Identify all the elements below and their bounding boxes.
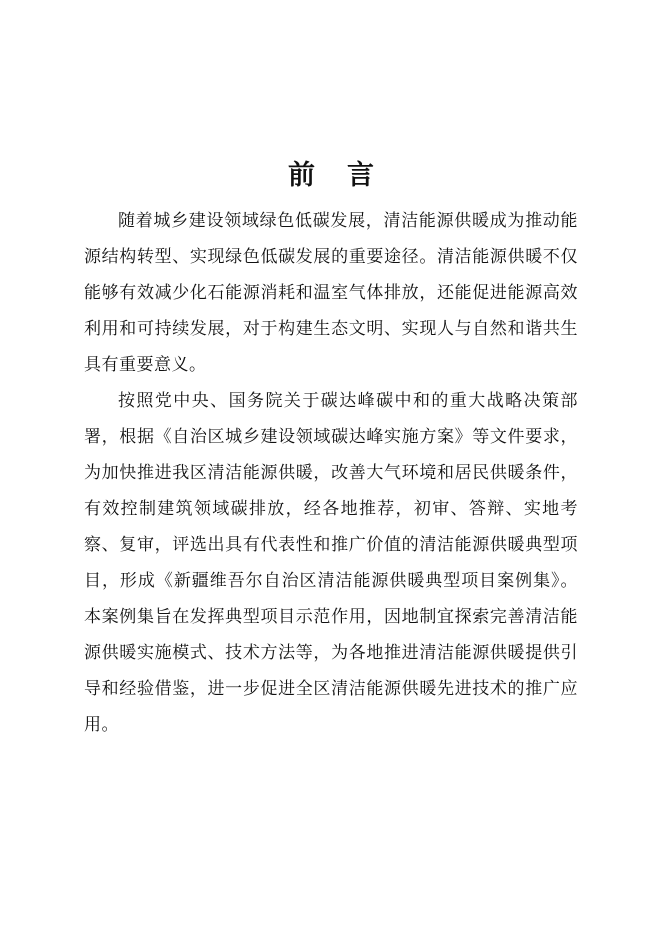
preface-body (84, 203, 578, 743)
paragraph-1: 随着城乡建设领域绿色低碳发展，清洁能源供暖成为推动能源结构转型、实现绿色低碳发展的重要途径。清洁能源供暖不仅能够有效减少化石能源消耗和温室气体排放，还能促进能源高效利用和可持续发展，对于构建生态文明、实现人与自然和谐共生具有重要意义。 (84, 211, 578, 375)
paragraph-2: 按照党中央、国务院关于碳达峰碳中和的重大战略决策部署，根据《自治区城乡建设领域碳达峰实施方案》等文件要求，为加快推进我区清洁能源供暖，改善大气环境和居民供暖条件，有效控制建筑领域碳排放，经各地推荐，初审、答辩、实地考察、复审，评选出具有代表性和推广价值的清洁能源供暖典型项目，形成《新疆维吾尔自治区清洁能源供暖典型项目案例集》。本案例集旨在发挥典型项目示范作用，因地制宜探索完善清洁能源供暖实施模式、技术方法等，为各地推进清洁能源供暖提供引导和经验借鉴，进一步促进全区清洁能源供暖先进技术的推广应用。 (84, 391, 578, 735)
page-title: 前言 (288, 160, 406, 191)
